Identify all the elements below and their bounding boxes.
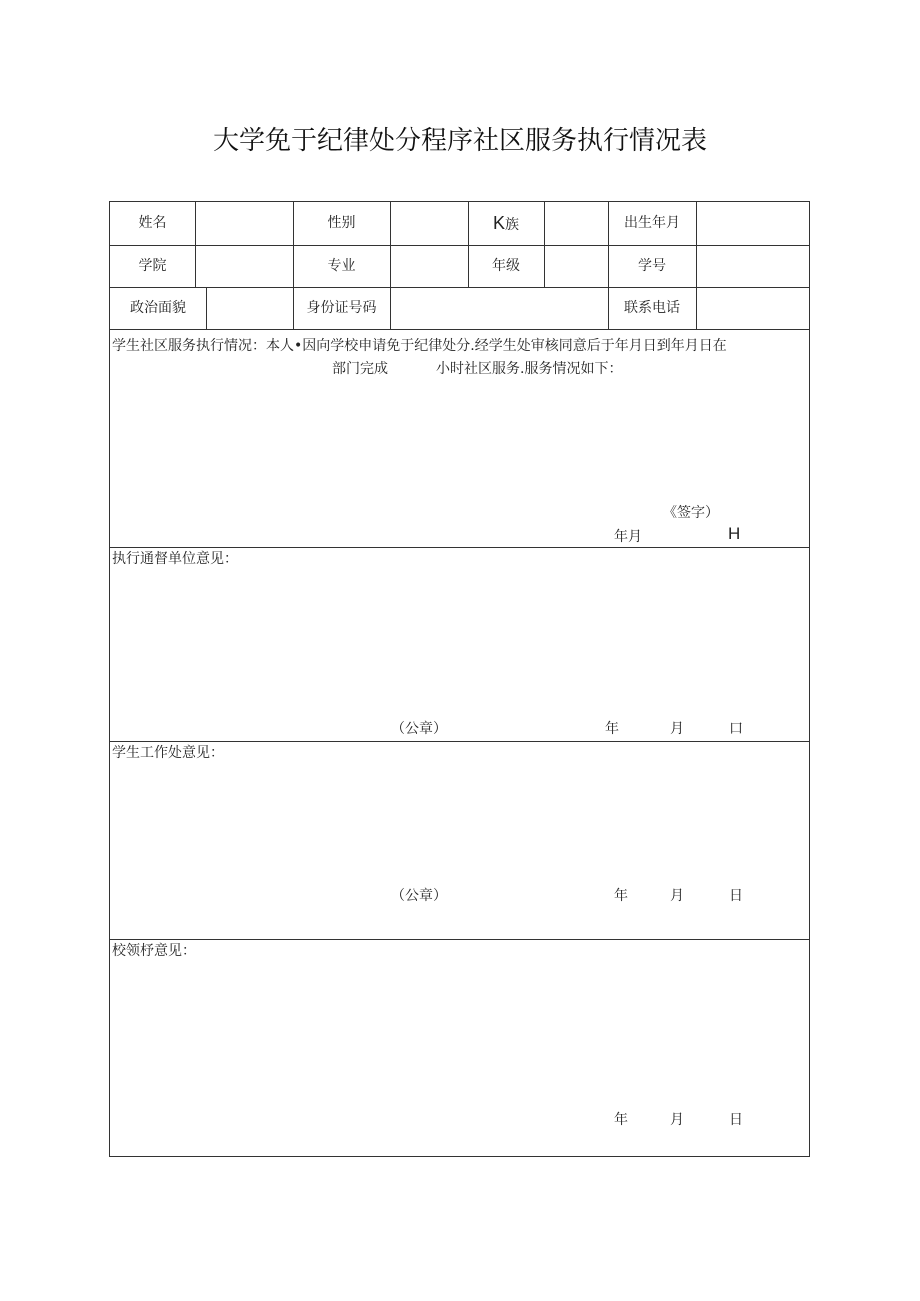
label-birth: 出生年月 <box>624 215 680 231</box>
section-divider <box>110 547 809 548</box>
label-major: 专业 <box>327 258 356 274</box>
label-political: 政治面貌 <box>130 300 186 316</box>
supervisor-seal: （公章） <box>391 721 447 737</box>
service-date-ym: 年月 <box>614 529 642 545</box>
label-ethnic <box>468 213 544 235</box>
supervisor-date-month: 月 <box>670 721 684 737</box>
supervisor-opinion-label: 执行通督单位意见： <box>112 551 238 567</box>
col-divider <box>390 202 391 287</box>
row-divider <box>110 287 809 288</box>
section-divider <box>110 939 809 940</box>
col-divider <box>390 287 391 329</box>
student-affairs-date-month: 月 <box>670 888 684 904</box>
leader-date-year: 年 <box>614 1112 628 1128</box>
ethnic-k-glyph: K <box>492 213 505 233</box>
ethnic-label-text: 族 <box>505 217 519 233</box>
leader-date-day: 日 <box>729 1112 743 1128</box>
student-affairs-opinion-label: 学生工作处意见： <box>112 745 224 761</box>
student-affairs-date-day: 日 <box>729 888 743 904</box>
supervisor-date-day: 口 <box>729 721 743 737</box>
row-divider <box>110 245 809 246</box>
student-affairs-date-year: 年 <box>614 888 628 904</box>
label-college: 学院 <box>138 258 167 274</box>
section-divider <box>110 741 809 742</box>
col-divider <box>544 202 545 287</box>
supervisor-date-year: 年 <box>605 721 619 737</box>
row-divider <box>110 329 809 330</box>
service-hours-label: 小时社区服务.服务情况如下： <box>436 361 623 377</box>
leader-opinion-label: 校领杼意见： <box>112 943 196 959</box>
service-statement-line1: 学生社区服务执行情况：本人•因向学校申请免于纪律处分.经学生处审核同意后于年月日到年月日在 <box>112 338 727 354</box>
service-date-day: H <box>728 524 741 543</box>
label-phone: 联系电话 <box>624 300 680 316</box>
label-gender: 性别 <box>327 215 356 231</box>
label-student-id: 学号 <box>638 258 666 274</box>
form-table <box>109 201 810 1157</box>
signature-label: 《签字） <box>663 505 719 521</box>
service-dept-label: 部门完成 <box>332 361 388 377</box>
page-title: 大学免于纪律处分程序社区服务执行情况表 <box>212 126 707 156</box>
student-affairs-seal: （公章） <box>391 888 447 904</box>
leader-date-month: 月 <box>670 1112 684 1128</box>
col-divider <box>195 202 196 287</box>
label-name: 姓名 <box>138 215 167 231</box>
col-divider <box>696 202 697 329</box>
col-divider <box>206 287 207 329</box>
label-id-number: 身份证号码 <box>306 300 377 316</box>
label-grade: 年级 <box>492 258 520 274</box>
